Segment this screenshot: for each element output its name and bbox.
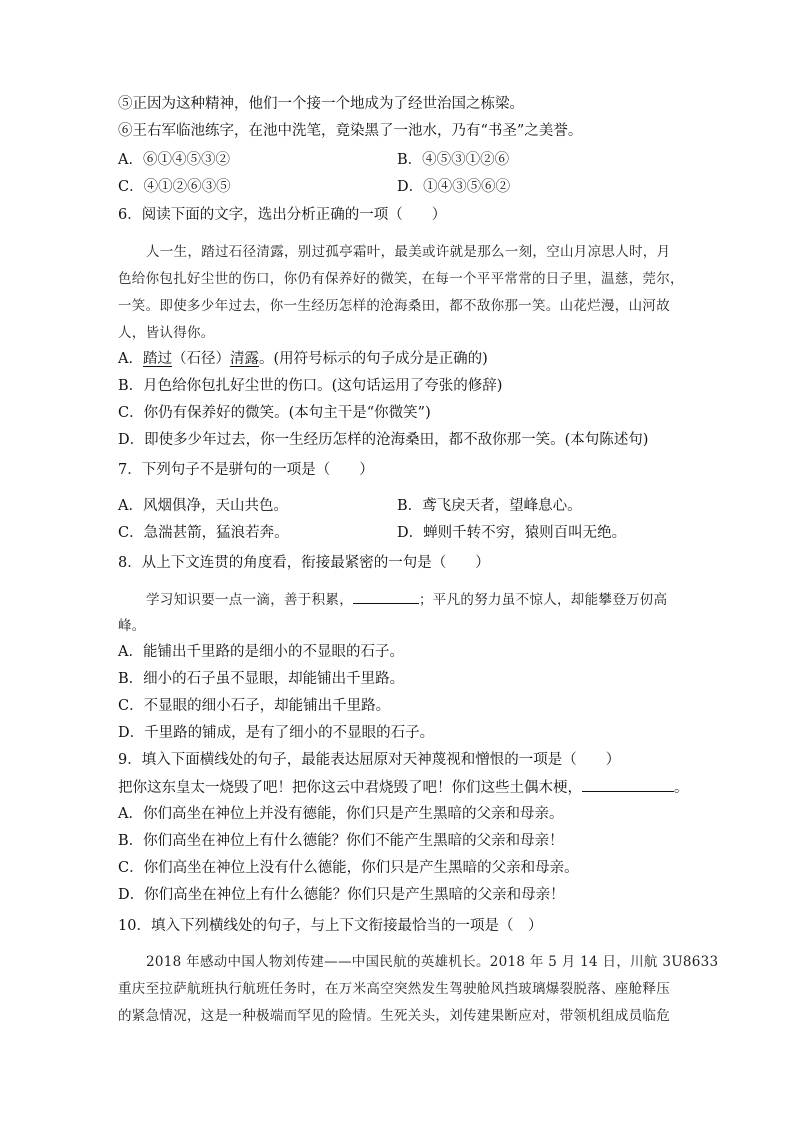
q10-passage-line-1: 2018 年感动中国人物刘传建——中国民航的英雄机长。2018 年 5 月 14 日，川航 3U8633 xyxy=(146,954,719,970)
q6-passage-line-2: 色给你包扎好尘世的伤口，你仍有保养好的微笑，在每一个平平常常的日子里，温慈，莞尔， xyxy=(118,271,684,287)
q9-option-b[interactable]: B．你们高坐在神位上有什么德能？你们不能产生黑暗的父亲和母亲！ xyxy=(118,833,564,849)
q7-option-a[interactable]: A．风烟俱净，天山共色。 xyxy=(118,498,288,514)
q8-passage-part-2: ；平凡的努力虽不惊人，却能攀登万仞高 xyxy=(419,592,668,608)
q9-context-text: 把你这东皇太一烧毁了吧！把你这云中君烧毁了吧！你们这些土偶木梗， xyxy=(118,780,582,796)
q9-context-end: 。 xyxy=(674,780,689,796)
q8-option-c[interactable]: C．不显眼的细小石子，却能铺出千里路。 xyxy=(118,698,391,714)
q9-option-c[interactable]: C．你们高坐在神位上没有什么德能，你们只是产生黑暗的父亲和母亲。 xyxy=(118,860,579,876)
q10-passage-line-2: 重庆至拉萨航班执行航班任务时，在万米高空突然发生驾驶舱风挡玻璃爆裂脱落、座舱释压 xyxy=(118,981,670,997)
q9-answer-blank[interactable] xyxy=(582,777,674,792)
q8-stem: 8．从上下文连贯的角度看，衔接最紧密的一句是（ ） xyxy=(118,555,490,571)
q9-stem: 9．填入下面横线处的句子，最能表达屈原对天神蔑视和憎恨的一项是（ ） xyxy=(118,752,621,768)
q6-option-a-prefix: A． xyxy=(118,351,143,367)
q9-option-d[interactable]: D．你们高坐在神位上有什么德能？你们只是产生黑暗的父亲和母亲！ xyxy=(118,887,565,903)
q5-option-b[interactable]: B．④⑤③①②⑥ xyxy=(397,152,510,168)
q7-option-b[interactable]: B．鸢飞戾天者，望峰息心。 xyxy=(397,498,582,514)
q7-stem: 7．下列句子不是骈句的一项是（ ） xyxy=(118,462,374,478)
q9-context xyxy=(118,777,689,798)
q5-option-c[interactable]: C．④①②⑥③⑤ xyxy=(118,179,231,195)
q6-option-b[interactable]: B．月色给你包扎好尘世的伤口。(这句话运用了夸张的修辞) xyxy=(118,378,503,394)
q8-option-d[interactable]: D．千里路的铺成，是有了细小的不显眼的石子。 xyxy=(118,725,435,741)
q6-stem: 6．阅读下面的文字，选出分析正确的一项（ ） xyxy=(118,207,447,223)
q7-option-c[interactable]: C．急湍甚箭，猛浪若奔。 xyxy=(118,525,289,541)
q8-answer-blank[interactable] xyxy=(353,589,419,604)
q8-option-a[interactable]: A．能铺出千里路的是细小的不显眼的石子。 xyxy=(118,644,404,660)
q8-passage-line-1 xyxy=(146,589,684,610)
q10-stem: 10．填入下列横线处的句子，与上下文衔接最恰当的一项是（ ） xyxy=(118,918,543,934)
q8-passage-part-1: 学习知识要一点一滴，善于积累， xyxy=(146,592,353,608)
q6-passage-line-1: 人一生，踏过石径清露，别过孤亭霜叶，最美或许就是那么一刻，空山月凉思人时，月 xyxy=(146,244,671,260)
q6-option-a-mid: （石径） xyxy=(171,351,230,367)
q5-option-d[interactable]: D．①④③⑤⑥② xyxy=(397,179,511,195)
q10-passage-line-3: 的紧急情况，这是一种极端而罕见的险情。生死关头，刘传建果断应对，带领机组成员临危 xyxy=(118,1008,670,1024)
q8-passage-line-2: 峰。 xyxy=(118,618,146,634)
q8-option-b[interactable]: B．细小的石子虽不显眼，却能铺出千里路。 xyxy=(118,671,405,687)
q6-option-a[interactable] xyxy=(118,349,684,369)
q6-option-c[interactable]: C．你仍有保养好的微笑。(本句主干是“你微笑”) xyxy=(118,405,431,421)
q6-passage-line-4: 人，皆认得你。 xyxy=(118,325,215,341)
q6-option-a-underlined-1: 踏过 xyxy=(142,351,172,367)
q6-option-a-suffix: 。(用符号标示的句子成分是正确的) xyxy=(258,351,488,367)
q6-passage-line-3: 一笑。即使多少年过去，你一生经历怎样的沧海桑田，都不敌你那一笑。山花烂漫，山河故 xyxy=(118,298,670,314)
q5-option-a[interactable]: A．⑥①④⑤③② xyxy=(118,152,230,168)
q6-option-a-underlined-2: 清露 xyxy=(229,351,259,367)
q9-option-a[interactable]: A．你们高坐在神位上并没有德能，你们只是产生黑暗的父亲和母亲。 xyxy=(118,806,564,822)
q5-item-6: ⑥王右军临池练字，在池中洗笔，竟染黑了一池水，乃有“书圣”之美誉。 xyxy=(118,123,583,139)
q7-option-d[interactable]: D．蝉则千转不穷，猿则百叫无绝。 xyxy=(397,525,627,541)
q6-option-d[interactable]: D．即使多少年过去，你一生经历怎样的沧海桑田，都不敌你那一笑。(本句陈述句) xyxy=(118,432,649,448)
q5-item-5: ⑤正因为这种精神，他们一个接一个地成为了经世治国之栋梁。 xyxy=(118,96,524,112)
